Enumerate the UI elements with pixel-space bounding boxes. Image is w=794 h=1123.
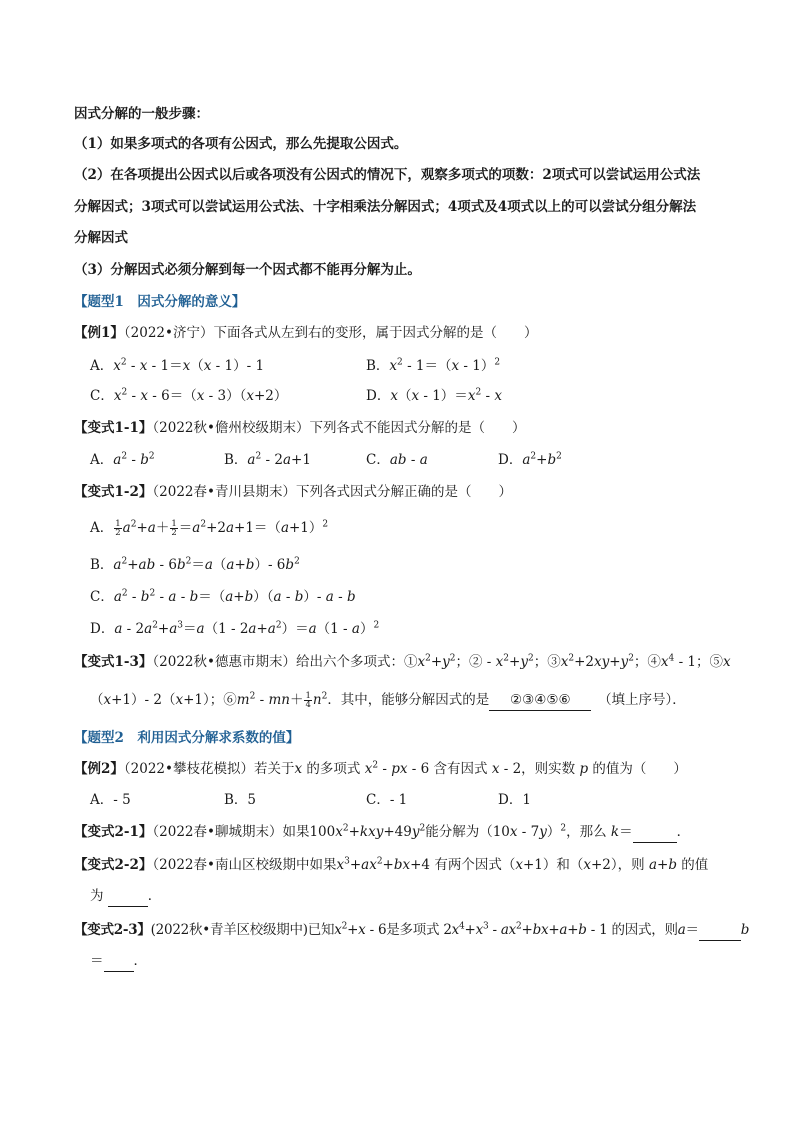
example-2-label: 【例2】 [74,761,124,777]
variant-1-2-label: 【变式1-2】 [74,484,153,500]
variant-2-1-answer-blank[interactable] [633,822,677,843]
intro-step-1: （1）如果多项式的各项有公因式，那么先提取公因式。 [74,136,408,152]
variant-1-1-option-d: D．$a^2+b^2$ [498,451,562,468]
variant-1-3-stem: 【变式1-3】（2022秋•德惠市期末）给出六个多项式：$①x^2+y^2$；② - $x^2+y^2$；$③x^2+2xy+y^2$；$④x^4 - 1$；⑤x [74,653,731,670]
variant-2-2-answer-blank[interactable] [108,886,148,907]
section-title-type-1: 【题型1 因式分解的意义】 [74,294,246,310]
intro-step-3: （3）分解因式必须分解到每一个因式都不能再分解为止。 [74,262,421,278]
intro-step-2-line-1: （2）在各项提出公因式以后或各项没有公因式的情况下，观察多项式的项数：2项式可以尝试运用公式法 [74,167,701,183]
variant-1-2-option-b: B．$a^2+ab - 6b^2=a(a+b)-$ $6b^2$ [90,556,300,573]
variant-2-2-line-2: 为 ． [90,886,161,907]
example-2-option-c: C．- 1 [366,792,408,808]
example-2-stem: 【例2】（2022•攀枝花模拟）若关于x 的多项式 $x^2$ - px - 6 含有因式 x - 2，则实数 p 的值为（ ） [74,760,687,777]
variant-1-1-option-b: B．$a^2 - 2a+1$ [224,451,311,468]
example-2-option-a: A．- 5 [90,792,131,808]
variant-2-3-line-2: ＝ ． [90,951,147,972]
example-1-option-c: C．$x^2 - x - 6=(x - 3)(x+2)$ [90,387,288,404]
example-1-stem: 【例1】（2022•济宁）下面各式从左到右的变形，属于因式分解的是（ ） [74,325,538,341]
example-2-option-b: B．5 [224,792,257,808]
variant-2-3-answer-blank-b[interactable] [104,951,134,972]
section-title-type-2: 【题型2 利用因式分解求系数的值】 [74,730,300,746]
variant-1-2-option-c: C．$a^2 - b^2 - a - b=(a+b)(a - b)-$ a - b [90,588,356,605]
variant-1-2-option-a: A． $\frac{1}{2}$ $a^2+a+$ $\frac{1}{2}$ $=a^2+2a+1=(a+1)^2$ [90,519,329,538]
variant-2-3-stem: 【变式2-3】(2022秋•青羊区校级期中)已知$x^2+x - 6$是多项式 $2x^4+x^3 - ax^2+bx+a+b - 1$ 的因式，则a＝ b [74,920,749,941]
example-1-option-a: A．$x^2 - x - 1=x(x - 1)-$ 1 [90,357,265,374]
variant-1-2-stem: 【变式1-2】（2022春•青川县期末）下列各式因式分解正确的是（ ） [74,484,512,500]
intro-step-2-line-2: 分解因式；3项式可以尝试运用公式法、十字相乘法分解因式；4项式及4项式以上的可以尝试分组分解法 [74,199,697,215]
variant-1-2-option-d: D．$a - 2a^2+a^3=a(1 - 2a+a^2)=a(1 - a)^2$ [90,620,380,637]
variant-2-1-stem: 【变式2-1】（2022春•聊城期末）如果$100x^2+kxy+49y^2$能分解为（10x - 7y）$^2$，那么 k＝ ． [74,822,690,843]
example-2-option-d: D．1 [498,792,531,808]
example-1-label: 【例1】 [74,325,124,341]
variant-2-2-stem: 【变式2-2】（2022春•南山区校级期中如果$x^3+ax^2+bx+4$ 有两个因式（x+1）和（x+2），则 a+b 的值 [74,856,709,873]
variant-1-1-option-a: A．$a^2 - b^2$ [90,451,155,468]
intro-heading: 因式分解的一般步骤： [74,106,209,122]
intro-step-2-line-3: 分解因式 [74,230,128,246]
example-1-option-b: B．$x^2 - 1=(x - 1)^2$ [366,357,501,374]
variant-1-1-label: 【变式1-1】 [74,420,153,436]
variant-2-2-label: 【变式2-2】 [74,857,153,873]
variant-1-1-stem: 【变式1-1】（2022秋•儋州校级期末）下列各式不能因式分解的是（ ） [74,420,526,436]
variant-1-3-line-2: （x+1）- 2（x+1）；$⑥m^2 - mn+$ $\frac{1}{4}$ $n^2$．其中，能够分解因式的是 ②③④⑤⑥ （填上序号）． [90,691,686,710]
variant-2-3-answer-blank-a[interactable] [699,920,741,941]
variant-1-3-label: 【变式1-3】 [74,654,153,670]
variant-2-3-label: 【变式2-3】 [74,922,151,938]
variant-1-1-option-c: C．ab - a [366,452,428,468]
variant-1-3-answer-blank[interactable]: ②③④⑤⑥ [489,690,591,711]
example-1-option-d: D．$x(x - 1)=x^2 - x$ [366,387,502,404]
variant-2-1-label: 【变式2-1】 [74,824,153,840]
